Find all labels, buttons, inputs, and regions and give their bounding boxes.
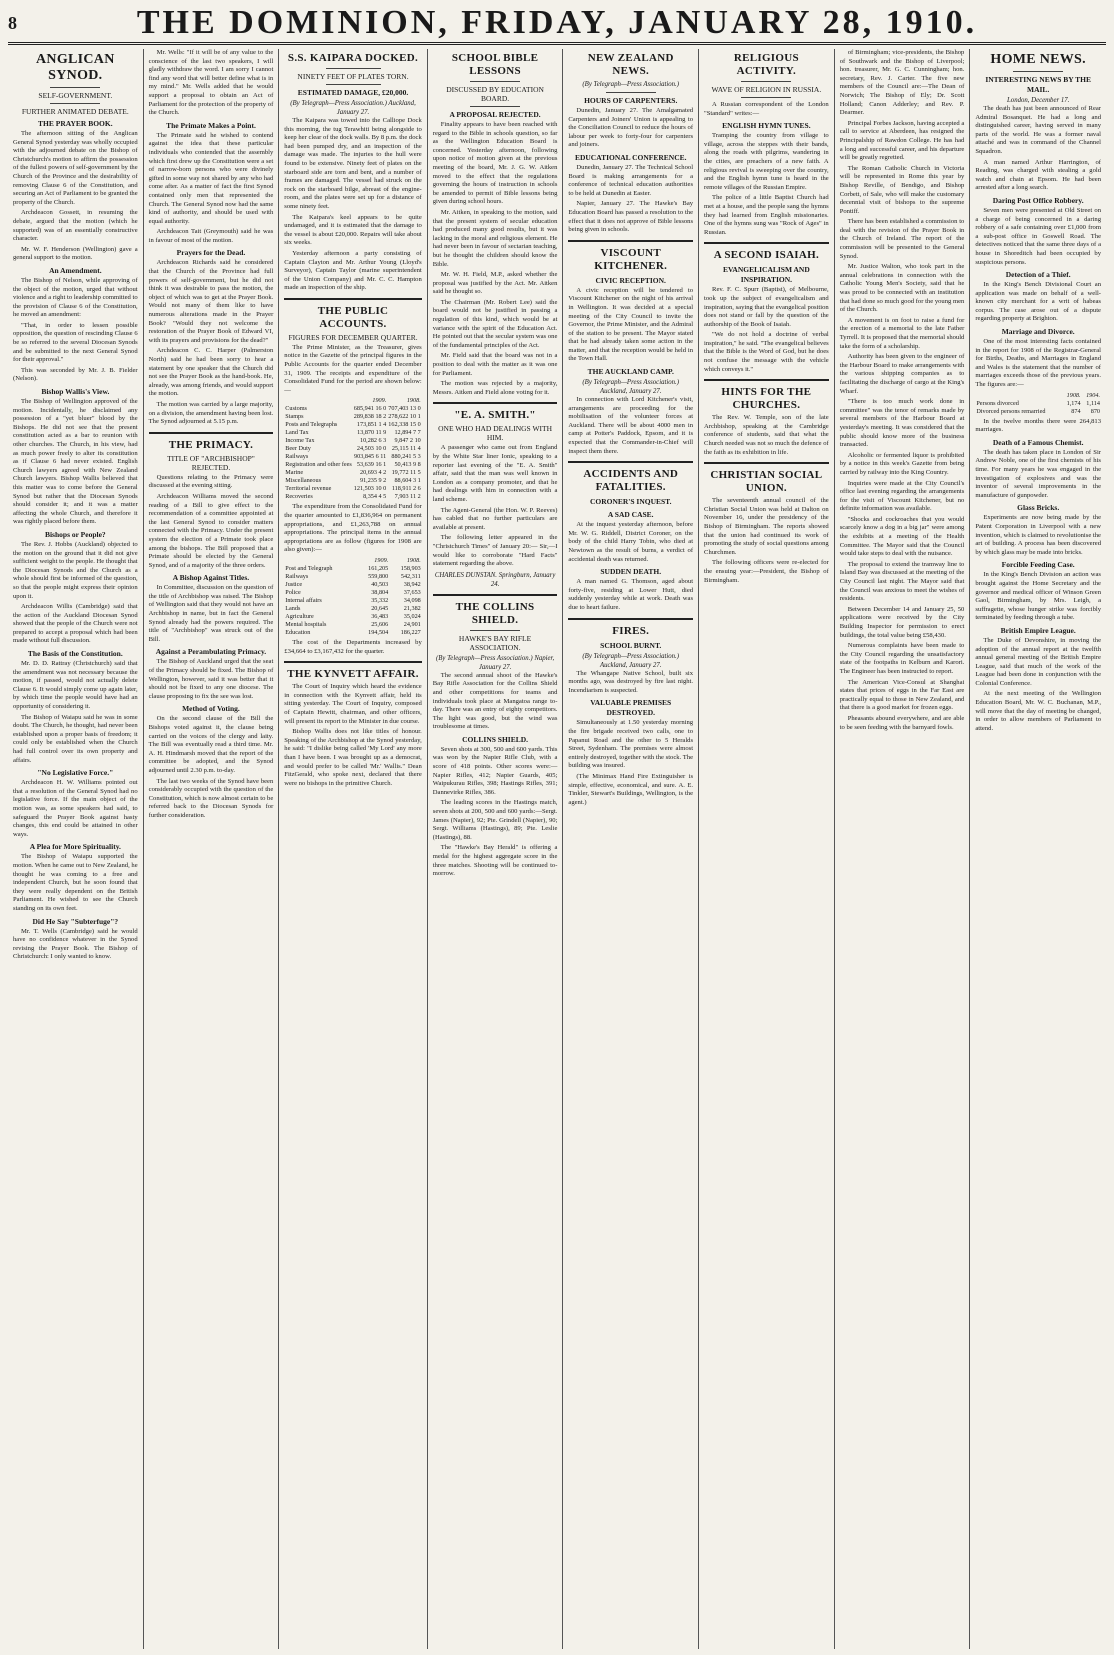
table-cell-value: 880,241 5 3 — [391, 453, 421, 461]
paragraph: The leading scores in the Hastings match, seven shots at 200, 500 and 600 yards:—Sergt. James (Napier), 92; Pte. Grindell (Napier), 90; Sergt. Williams (Hastings), 89; Pte. Leslie (Hastings), 88. — [432, 799, 558, 841]
paragraph: The Bishop of Auckland urged that the seat of the Primacy should be fixed. The Bishop of Wellington, however, said it was better that it should not be fixed to any one diocese. The clause proposing to fix the see was lost. — [148, 658, 274, 700]
table-cell-value: 685,941 16 0 — [353, 405, 387, 413]
table-header: 1908. — [1066, 391, 1081, 399]
columns — [8, 49, 1106, 1649]
divider — [741, 97, 791, 98]
paragraph: The American Vice-Consul at Shanghai states that prices of eggs in the Far East are practically equal to those in New Zealand, and that there is a good market for frozen eggs. — [839, 678, 965, 712]
paragraph: (The Minimax Hand Fire Extinguisher is simple, effective, economical, and sure. A. E. Tinkler, Stewart's Buildings, Wellington, is the agent.) — [568, 772, 694, 806]
paragraph: Mr. Aitken, in speaking to the motion, said that the present system of secular education had produced many good results, but it was lacking in the moral and religious element. He had never been in favour of sectarian teaching, but he thought the children should know the Bible. — [432, 208, 558, 268]
paragraph: Mr. T. Wells (Cambridge) said he would have no confidence whatever in the Synod revising the Prayer Book. The Bishop of Christchurch: I only wanted to know. — [13, 927, 138, 961]
subhead: SCHOOL BURNT. — [600, 640, 662, 650]
expenditure-table — [284, 557, 421, 637]
subhead: "No Legislative Force." — [37, 768, 114, 778]
paragraph: Pheasants abound everywhere, and are able to be seen feeding with the barnyard fowls. — [839, 714, 965, 731]
table-cell-label: Education — [285, 629, 311, 636]
paragraph: Simultaneously at 1.50 yesterday morning the fire brigade received two calls, one to Papanui Road and the other to 5 Heralds Street, Sydenham. The premises were almost entirely destroyed, together with the stock. The building was insured. — [568, 719, 694, 770]
paragraph: The Rev. J. Hobbs (Auckland) objected to the motion on the ground that it did not give sufficient weight to the people. He thought that the Diocesan Synods and the Church as a whole should first be informed of the question, so that the people might express their opinion upon it. — [13, 540, 138, 600]
paragraph: Archdeacon Tait (Greymouth) said he was in favour of most of the motion. — [148, 228, 274, 244]
table-cell-label: Lands — [285, 605, 301, 612]
table-header — [975, 392, 1062, 400]
article-divider — [284, 661, 421, 663]
table-cell-label: Divorced persons remarried — [976, 407, 1046, 415]
table-row — [284, 453, 421, 461]
headline-kynvett: THE KYNVETT AFFAIR. — [287, 668, 419, 681]
table-cell-value: 20,645 — [371, 605, 389, 612]
table-cell-value: 35,024 — [403, 613, 421, 620]
masthead-title: THE DOMINION, FRIDAY, JANUARY 28, 1910. — [136, 4, 978, 41]
table-row — [284, 613, 421, 621]
paragraph: In the twelve months there were 264,813 marriages. — [975, 417, 1101, 434]
table-row — [284, 565, 421, 573]
paragraph: Dunedin, January 27. The Technical School Board is making arrangements for a conference of technical education authorities to be held at Dunedin at Easter. — [568, 163, 694, 197]
headline-public-accounts: THE PUBLIC ACCOUNTS. — [317, 304, 389, 330]
subhead: British Empire League. — [1000, 625, 1076, 635]
article-divider — [433, 402, 558, 404]
paragraph: The last two weeks of the Synod have been considerably occupied with the question of the Constitution, which is now almost certain to be referred back to the Diocesan Synods for further consideration. — [148, 777, 274, 819]
paragraph: The Prime Minister, as the Treasurer, gives notice in the Gazette of the principal figures in the Public Accounts for the quarter ended December 31, 1909. The receipts and expenditure of the Consolidated Fund for the period are shown below:— — [284, 343, 422, 394]
byline: London, December 17. — [1007, 97, 1070, 104]
table-cell-value: 1,174 — [1066, 399, 1081, 407]
table-row — [284, 589, 421, 597]
deck-dealings: ONE WHO HAD DEALINGS WITH HIM. — [438, 424, 553, 443]
paragraph: Seven men were presented at Old Street on a charge of being concerned in a daring robbery of a safe containing over £1,000 from a sub-post office in Goswell Road. The detectives noticed that the same three days of a house in Shoreditch had been occupied by suspicious persons. — [975, 206, 1101, 266]
paragraph: Archdeacon Richards said he considered that the Church of the Province had full powers of self-government, but he did not think it was desirable to pass the motion, the object of which was to get at the Prayer Book. Would not many of them like to have numerous alterations made in the Prayer Book? "Would they not welcome the restoration of the Prayer Book of Edward VI, with its prayers and provisions for the dead?" — [148, 259, 274, 344]
table-row — [284, 485, 421, 493]
table-cell-value: 36,483 — [371, 613, 389, 620]
table-header: 1904. — [1086, 391, 1100, 399]
divider — [326, 68, 381, 69]
paragraph: There has been established a commission to deal with the revision of the Prayer Book in the Church of Ireland. The report of the commission will be presented to the General Synod. — [839, 218, 965, 260]
table-row — [284, 413, 421, 421]
divider — [326, 84, 381, 85]
table-row — [284, 605, 421, 613]
subhead: VALUABLE PREMISES DESTROYED. — [590, 698, 672, 718]
article-divider — [704, 379, 829, 381]
table-cell-label: Recoveries — [285, 493, 313, 501]
table-row — [975, 400, 1101, 408]
headline-nz-news: NEW ZEALAND NEWS. — [587, 52, 674, 77]
table-cell-label: Mental hospitals — [285, 621, 327, 628]
table-row — [284, 581, 421, 589]
table-cell-value: 874 — [1071, 407, 1081, 415]
paragraph: The police of a little Baptist Church had met at a house, and the people sang the hymns they had learned from English missionaries. One of the hymns sung was "Rock of Ages" in Russian. — [704, 194, 829, 236]
byline: (By Telegraph—Press Association.) Auckland, January 27. — [582, 379, 680, 396]
table-cell-value: 194,504 — [368, 629, 389, 636]
receipts-table — [284, 397, 421, 501]
paragraph: Seven shots at 300, 500 and 600 yards. This was won by the Napier Rifle Club, with a score of 418 points. Other scores were:—Napier Rifles, 412; Napier Guards, 405; Waipukurau Rifles, 398; Hastings Rifles, 391; Dannevirke Rifles, 386. — [432, 745, 558, 796]
table-cell-value: 25,606 — [371, 621, 389, 628]
table-cell-label: Agriculture — [285, 613, 314, 620]
headline-kitchener: VISCOUNT KITCHENER. — [594, 246, 668, 272]
table-cell-label: Miscellaneous — [285, 477, 322, 485]
table-cell-label: Posts and Telegraphs — [285, 421, 338, 429]
paragraph: Archdeacon H. W. Williams pointed out that a resolution of the General Synod had no legislative force. If the main object of the motion was, as some speakers had said, to safeguard the Prayer Book against hasty changes, this end could be attained in other ways. — [13, 779, 138, 838]
table-cell-value: 161,205 — [368, 565, 389, 572]
paragraph: The "Hawke's Bay Herald" is offering a medal for the highest aggregate score in the three matches. Shooting will be continued to-morrow. — [432, 844, 558, 878]
table-cell-value: 88,604 3 1 — [394, 477, 421, 485]
paragraph: One of the most interesting facts contained in the report for 1908 of the Registrar-General for Births, Deaths, and Marriages in England and Wales is the statement that the number of marriages exceeds those of the previous years. The figures are:— — [975, 338, 1101, 389]
paragraph: The cost of the Departments increased by £34,664 to £3,167,432 for the quarter. — [284, 639, 422, 655]
table-cell-value: 7,903 11 2 — [394, 493, 421, 501]
paragraph: Archdeacon Williams moved the second reading of a Bill to give effect to the recommendation of a committee appointed at the last General Synod to consider matters connected with the Primacy. Under the present system the election of a Primate took place among the bishops. The Bill proposed that a Primate should be elected by the General Synod, and of a majority of the three orders. — [148, 492, 274, 569]
paragraph: Authority has been given to the engineer of the Harbour Board to make arrangements with the various shipping companies as to facilitating the discharge of cargo at the King's Wharf. — [839, 353, 965, 395]
paragraph: The Kaipara was towed into the Calliope Dock this morning, the tug Terawhiti being alongside to keep her clear of the dock walls. By 8 p.m. the dock had been pumped dry, and an inspection of the damage was made. The injuries to the hull were found to be extensive. Ninety feet of plates on the starboard side are torn and bent, and a number of frames are damaged. The vessel had struck on the rock on the starboard bilge, abreast of the engine-room, and the plates were set up for a distance of some ninety feet. — [284, 117, 422, 210]
headline-fires: FIRES. — [612, 624, 650, 637]
table-header: 1909. — [374, 557, 389, 564]
table-header: 1909. — [372, 397, 387, 405]
table-cell-label: Land Tax — [285, 429, 309, 437]
table-cell-value: 38,804 — [371, 589, 389, 596]
deck-december-quarter: FIGURES FOR DECEMBER QUARTER. — [288, 332, 418, 342]
subhead-prayer-book: THE PRAYER BOOK. — [38, 119, 113, 128]
table-cell-value: 91,235 9 2 — [359, 477, 387, 485]
subhead: Bishops or People? — [44, 529, 106, 539]
paragraph: A passenger who came out from England by the White Star liner Ionic, speaking to a reporter last evening of the "E. A. Smith" affair, said that the man was well known in London as a company promoter, and that he had dealings with him in connection with a land scheme. — [432, 444, 558, 503]
signature: CHARLES DUNSTAN. Springburn, January 24. — [434, 571, 556, 588]
paragraph: On the second clause of the Bill the Bishops voted against it, the clause being carried on the voices of the clergy and laity. The Bill was eventually read a third time. Mr. A. H. Hindmarsh moved that the report of the committee be adopted, and the Synod adjourned until 2.30 p.m. to-day. — [148, 715, 274, 774]
paragraph: "Shocks and cockroaches that you would scarcely know a dog in a big jar" were among the exhibits at a meeting of the Health Committee. The Mayor said that the Council would take steps to deal with the nuisance. — [839, 515, 965, 558]
paragraph: In Committee, discussion on the question of the title of Archbishop was raised. The Bishop of Wellington said that they would not have an Archbishop in name, but in fact the General Synod already had the powers required. The title of "Archbishop" was struck out of the Bill. — [148, 584, 274, 643]
table-cell-label: Persons divorced — [976, 399, 1019, 407]
paragraph: Bishop Wallis does not like titles of honour. Speaking of the Archbishop at the Synod yesterday, he said: "I dislike being called 'My Lord' any more than I have been. I was brought up as a democrat, and would prefer to be called 'Mr.' Wallis." Dean FitzGerald, who spoke next, declared that there were no bishops in the primitive Church. — [284, 728, 422, 787]
paragraph: The death has taken place in London of Sir Andrew Noble, one of the first chemists of his time. For many years he was engaged in the investigation of explosives and was the inventor of several improvements in the manufacture of gunpowder. — [975, 448, 1101, 499]
subhead: Did He Say "Subterfuge"? — [32, 916, 119, 926]
subhead: Bishop Wallis's View. — [41, 387, 110, 397]
table-cell-value: 1,114 — [1086, 399, 1100, 407]
headline-anglican-synod: ANGLICAN SYNOD. — [36, 52, 115, 83]
paragraph: The Bishop of Waiapu said he was in some doubt. The Church, he thought, had never been established upon a proper basis of freedom; it could only be established when the Church had full control over its own property and affairs. — [13, 713, 138, 764]
paragraph: of Birmingham; vice-presidents, the Bishop of Southwark and the Bishop of Liverpool; hon. treasurer, Mr. G. C. Cunningham; hon. secretary, Rev. J. Carter. The five new members of the Council are:—The Dean of Norwich; The Bishop of Ely; Dr. Scott Holland; Canon Adderley; and Rev. P. Dearmer. — [839, 49, 965, 117]
deck-rifle-association: HAWKE'S BAY RIFLE ASSOCIATION. — [458, 633, 532, 652]
table-row — [284, 573, 421, 581]
table-row — [284, 469, 421, 477]
paragraph: "We do not hold a doctrine of verbal inspiration," he said. "The evangelical believes that the Bible is the Word of God, but he does not confuse the message with the vehicle which conveys it." — [704, 331, 829, 373]
article-divider — [704, 462, 829, 464]
subhead: HOURS OF CARPENTERS. — [584, 96, 678, 105]
table-cell-label: Registration and other fees — [285, 461, 352, 469]
table-cell-value: 13,870 11 9 — [357, 429, 387, 437]
article-divider — [149, 432, 274, 434]
paragraph: The death has just been announced of Rear Admiral Bosanquet. He had a long and distinguished career, having served in many parts of the world. He was a former naval attaché and was in command of the Channel Squadron. — [975, 105, 1101, 155]
table-cell-value: 158,903 — [400, 565, 421, 572]
paragraph: The Bishop of Nelson, while approving of the object of the motion, urged that without violence and a right to leadership committed to the provision of Clause 6 of the Constitution, he moved an amendment: — [13, 276, 138, 319]
table-header: 1908. — [406, 557, 421, 564]
column-3 — [279, 49, 427, 1649]
divider — [470, 81, 520, 82]
paragraph: A Russian correspondent of the London "Standard" writes:— — [704, 101, 829, 117]
paragraph: In the King's Bench Divisional Court an application was made on behalf of a well-known city merchant for a writ of habeas corpus. The case arose out of a dispute regarding property at Brighton. — [975, 281, 1101, 323]
table-cell-value: 21,382 — [403, 605, 421, 612]
column-5 — [563, 49, 699, 1649]
paragraph: The Primate said he wished to contend against the idea that these particular individuals who contended that the assembly which first drew up the Constitution were a set of narrow-born persons who were divinely gifted in some way not shared by any who had come after. As a matter of fact the first Synod contained only men that represented the Church. The General Synod now had the same kind of authority, and should be used with equal authority. — [148, 131, 274, 225]
byline: (By Telegraph—Press Association.) Auckland, January 27. — [582, 652, 680, 669]
paragraph: Finality appears to have been reached with regard to the Bible in schools question, so far as the Wellington Education Board is concerned. Yesterday afternoon, following upon notice of motion given at the previous meeting of the board, Mr. J. G. W. Aitken moved to the effect that the regulations governing the hours of instruction in schools be amended to permit of Bible lessons being given during school hours. — [432, 121, 558, 206]
subhead: The Basis of the Constitution. — [27, 649, 123, 659]
paragraph: Alcoholic or fermented liquor is prohibited by a notice in this week's Gazette from being carried by railway into the King Country. — [839, 451, 965, 476]
paragraph: A man named G. Thomson, aged about forty-five, residing at Lower Hutt, died suddenly yesterday while at work. Death was due to heart failure. — [568, 578, 694, 611]
divorce-table — [975, 392, 1101, 416]
byline: (By Telegraph—Press Association.) — [582, 81, 680, 88]
headline-accidents: ACCIDENTS AND FATALITIES. — [583, 468, 679, 494]
table-cell-label: Customs — [285, 405, 307, 413]
column-6 — [699, 49, 835, 1649]
table-row — [284, 629, 421, 637]
paragraph: Experiments are now being made by the Patent Corporation in Liverpool with a new invention, which is claimed to revolutionise the art of building. A process has been discovered by which glass may be made into bricks. — [975, 514, 1101, 556]
table-row — [284, 493, 421, 501]
table-cell-value: 121,503 10 0 — [353, 485, 387, 493]
paragraph: At the inquest yesterday afternoon, before Mr. W. G. Riddell, District Coroner, on the body of the child Harry Tobin, who died at Newtown as the result of burns, a verdict of accidental death was returned. — [568, 521, 694, 563]
subhead: Prayers for the Dead. — [176, 248, 246, 258]
divider — [470, 630, 520, 631]
table-cell-label: Internal affairs — [285, 597, 322, 604]
paragraph: Archdeacon C. C. Harper (Palmerston North) said he had been sorry to hear a statement by one speaker that the Church did not see the Prayer Book as the hand-book. He, already, was among friends, and would support the motion. — [148, 347, 274, 398]
article-divider — [568, 240, 693, 242]
table-cell-value: 903,845 6 11 — [354, 453, 387, 461]
table-cell-label: Territorial revenue — [285, 485, 332, 493]
paragraph: Dunedin, January 27. The Amalgamated Carpenters and Joiners' Union is appealing to the Conciliation Council to reduce the hours of labour per week to forty-four for carpenters and joiners. — [568, 107, 694, 149]
subhead: Death of a Famous Chemist. — [992, 437, 1084, 447]
headline-ea-smith: "E. A. SMITH." — [454, 409, 536, 422]
table-row — [284, 461, 421, 469]
table-row — [284, 429, 421, 437]
table-cell-value: 40,503 — [371, 581, 389, 588]
paragraph: The Roman Catholic Church in Victoria will be represented in Rome this year by Bishop Reville, of Bendigo, and Bishop Corbett, of Sale, who will make the customary decennial visit of bishops to the supreme Pontiff. — [839, 164, 965, 215]
paragraph: The Bishop of Waiapu supported the motion. When he came out to New Zealand, he thought he was coming to a free and independent Church, but he soon found that they were really dependent on the British Parliament. He wished to see the Church standing on its own feet. — [13, 853, 138, 912]
article-divider — [568, 618, 693, 620]
paragraph: Mr. Wells: "If it will be of any value to the conscience of the last two speakers, I will gladly withdraw the word. I am sorry I cannot find any word that will better define what is in my mind." Mr. Wells added that he would support a proposal to obtain an Act of Parliament for the protection of the property of the Church. — [148, 49, 274, 117]
subhead: A Bishop Against Titles. — [172, 573, 250, 583]
paragraph: A civic reception will be tendered to Viscount Kitchener on the night of his arrival in Wellington. It was decided at a special meeting of the City Council to invite the Governor, the Prime Minister, and the Admiral of the station to be present. The Mayor stated that he had already taken some action in the matter, and that the reception would be held in the Town Hall. — [568, 286, 694, 363]
headline-collins-shield: THE COLLINS SHIELD. — [455, 600, 535, 626]
table-cell-value: 289,838 18 2 — [353, 413, 387, 421]
divider — [606, 92, 656, 93]
byline: (By Telegraph—Press Association.) Napier, January 27. — [436, 654, 555, 671]
table-cell-value: 38,942 — [403, 581, 421, 588]
table-cell-value: 9,847 2 10 — [394, 437, 421, 445]
paragraph: "There is too much work done in committee" was the tenor of remarks made by several members of the Harbour Board at yesterday's meeting. It was considered that the public should know more of the business transacted. — [839, 398, 965, 449]
table-header: 1908. — [406, 397, 421, 405]
table-cell-value: 870 — [1090, 407, 1100, 415]
subhead: CORONER'S INQUEST. — [589, 497, 672, 507]
headline-primacy: THE PRIMACY. — [168, 438, 254, 451]
subhead: ESTIMATED DAMAGE, £20,000. — [297, 88, 409, 97]
subhead: Forcible Feeding Case. — [1001, 560, 1075, 570]
table-row — [284, 421, 421, 429]
deck-education-board: DISCUSSED BY EDUCATION BOARD. — [446, 85, 544, 103]
table-row — [975, 408, 1101, 416]
paragraph: Mr. Field said that the board was not in a position to deal with the matter as it was one for Parliament. — [432, 352, 558, 377]
table-cell-value: 559,800 — [368, 573, 389, 580]
paragraph: "That, in order to lessen possible opposition, the question of rescinding Clause 6 be so referred to the several Diocesan Synods and be submitted to the next General Synod for their approval." — [13, 321, 138, 364]
table-cell-value: 37,653 — [403, 589, 421, 596]
column-4 — [428, 49, 564, 1649]
subhead: A SAD CASE. — [607, 510, 654, 520]
headline-religious-activity: RELIGIOUS ACTIVITY. — [733, 52, 799, 77]
article-divider — [433, 594, 558, 596]
paragraph: Inquiries were made at the City Council's office last evening regarding the arrangements for the visit of Viscount Kitchener, but no definite information was available. — [839, 479, 965, 513]
table-cell-value: 24,503 10 0 — [356, 445, 387, 453]
table-cell-label: Railways — [285, 453, 309, 461]
paragraph: Principal Forbes Jackson, having accepted a call to service at Aberdeen, has resigned the Principalship of Rawdon College. He has had a long and successful career, and his departure will be greatly regretted. — [839, 119, 965, 162]
table-cell-value: 278,622 10 1 — [388, 413, 421, 421]
subhead: INTERESTING NEWS BY THE MAIL. — [985, 75, 1091, 94]
deck-archbishop: TITLE OF "ARCHBISHOP" REJECTED. — [167, 453, 255, 472]
paragraph: The expenditure from the Consolidated Fund for the quarter amounted to £1,836,964 on permanent appropriations, and £1,263,788 on annual appropriations. The principal items in the annual appropriations are as follow (figures for 1908 are also given):— — [284, 503, 422, 554]
byline: (By Telegraph—Press Association.) Auckland, January 27. — [290, 100, 416, 116]
subhead: ENGLISH HYMN TUNES. — [722, 121, 811, 131]
subhead: Daring Post Office Robbery. — [992, 195, 1084, 205]
headline-hints-churches: HINTS FOR THE CHURCHES. — [721, 386, 812, 412]
table-cell-label: Beer Duty — [285, 445, 311, 453]
paragraph: In connection with Lord Kitchener's visit, arrangements are proceeding for the mobilisation of the volunteer forces at Auckland. There will be about 4000 men in camp at Potter's Paddock, Epsom, and it is expected that the Commander-in-Chief will inspect them there. — [568, 396, 694, 455]
divider — [1013, 71, 1063, 72]
table-cell-value: 12,894 7 7 — [394, 429, 421, 437]
headline-kaipara: S.S. KAIPARA DOCKED. — [287, 52, 419, 64]
table-cell-label: Justice — [285, 581, 303, 588]
table-cell-value: 35,332 — [371, 597, 389, 604]
paragraph: Rev. F. C. Spurr (Baptist), of Melbourne, took up the subject of evangelicalism and inspiration, saying that the evangelical position does not stand or fall by the question of the authorship of the Book of Isaiah. — [704, 286, 829, 328]
subhead: THE AUCKLAND CAMP. — [587, 367, 674, 377]
subhead: EVANGELICALISM AND INSPIRATION. — [722, 265, 810, 285]
subhead: COLLINS SHIELD. — [462, 734, 528, 744]
subhead: EDUCATIONAL CONFERENCE. — [574, 152, 687, 162]
paragraph: The proposal to extend the tramway line to Island Bay was discussed at the meeting of the City Council last night. The Mayor said that the Council was anxious to meet the wishes of residents. — [839, 560, 965, 603]
table-cell-value: 50,413 9 8 — [394, 461, 421, 469]
divider — [741, 81, 791, 82]
table-cell-value: 19,772 11 5 — [391, 469, 421, 477]
deck-russia: WAVE OF RELIGION IN RUSSIA. — [711, 85, 822, 94]
paragraph: The following officers were re-elected for the ensuing year:—President, the Bishop of Birmingham. — [704, 559, 829, 584]
paragraph: At the next meeting of the Wellington Education Board, Mr. W. C. Buchanan, M.P., will move that the day of meeting be changed, in order to allow members of Parliament to attend. — [975, 690, 1101, 732]
subhead: Against a Perambulating Primacy. — [155, 647, 267, 657]
table-cell-value: 173,851 1 4 — [356, 421, 387, 429]
article-divider — [704, 242, 829, 244]
article-divider — [284, 298, 421, 300]
column-1 — [8, 49, 144, 1649]
table-row — [284, 621, 421, 629]
headline-social-union: CHRISTIAN SOCIAL UNION. — [710, 469, 823, 495]
table-header — [284, 557, 356, 565]
table-row — [284, 405, 421, 413]
paragraph: The Bishop of Wellington approved of the motion. Incidentally, he disclaimed any possession of a "yet bluer" blood by the Bishops. He did not see that the present constitution acted as a bar to reunion with other churches. The Church, in his view, had as much power freely to alter its constitution as if Clause 6 had never existed. English Church lawyers agreed with New Zealand Church lawyers. Bishop Wallis believed that this matter was to come before the General Synod but rather that the Diocesan Synods should consider it; and it was a matter affecting the whole Church, and therefore it was rightly placed before them. — [13, 398, 138, 526]
paragraph: Mr. W. F. Henderson (Wellington) gave a general support to the motion. — [13, 245, 138, 262]
subhead: CIVIC RECEPTION. — [595, 275, 666, 285]
paragraph: Mr. W. H. Field, M.P., asked whether the proposal was justified by the Act. Mr. Aitken said he thought so. — [432, 271, 558, 296]
table-cell-value: 118,911 2 6 — [391, 485, 421, 493]
paragraph: Numerous complaints have been made to the City Council regarding the unsatisfactory state of the footpaths in Kelburn and Karori. The Engineer has been instructed to report. — [839, 642, 965, 675]
headline-second-isaiah: A SECOND ISAIAH. — [713, 249, 820, 262]
page-number: 8 — [8, 12, 17, 33]
masthead — [8, 4, 1106, 45]
deck-plates-torn: NINETY FEET OF PLATES TORN. — [297, 72, 409, 81]
paragraph: The following letter appeared in the "Christchurch Times" of January 20:— Sir,—I would like to corroborate "Hard Facts" statement regarding the above. — [432, 534, 558, 568]
table-cell-value: 186,227 — [400, 629, 421, 636]
paragraph: The second annual shoot of the Hawke's Bay Rifle Association for the Collins Shield and other competitions for teams and individuals took place at Mangatoa range to-day. There was an entry of eighty competitors. The light was good, but the wind was troublesome at times. — [432, 671, 558, 731]
table-cell-label: Income Tax — [285, 437, 315, 445]
divider — [50, 87, 100, 88]
deck-self-government: SELF-GOVERNMENT. — [38, 91, 113, 100]
table-cell-value: 8,354 4 5 — [363, 493, 387, 501]
divider — [50, 103, 100, 104]
subhead: Detection of a Thief. — [1005, 270, 1071, 280]
paragraph: Mr. D. D. Rattray (Christchurch) said that the amendment was not necessary because the motion, if passed, would not actually delete Clause 6. It would simply come up again later, by which time the people would have had an opportunity of considering it. — [13, 660, 138, 711]
paragraph: The motion was carried by a large majority, on a division, the amendment having been lost. The Synod adjourned at 5.15 p.m. — [148, 400, 274, 426]
subhead: Marriage and Divorce. — [1001, 327, 1075, 337]
paragraph: Archdeacon Gossett, in resuming the debate, argued that the motion (which he supported) was of an essentially constructive character. — [13, 209, 138, 243]
subhead: SUDDEN DEATH. — [600, 567, 662, 577]
paragraph: Tramping the country from village to village, across the steppes with their bands, along the roads with pilgrims, wandering in the cities, are preachers of a new faith. A religious revival is sweeping over the country, and the English hymn tune is heard in the remote villages of the Russian Empire. — [704, 132, 829, 191]
table-cell-value: 707,403 13 0 — [388, 405, 421, 413]
paragraph: Mr. Justice Walton, who took part in the annual celebrations in connection with the Catholic Young Men's Society, said that he was proud to be connected with an institution that had done so much good for the young men of the Church. — [839, 263, 965, 314]
table-cell-label: Marine — [285, 469, 304, 477]
table-cell-label: Stamps — [285, 413, 304, 421]
paragraph: Archdeacon Willis (Cambridge) said that the action of the Auckland Diocesan Synod showed that the people of the Church were not prepared to accept a proposal which had been made without full discussion. — [13, 603, 138, 645]
subhead: An Amendment. — [49, 265, 102, 275]
paragraph: The Whangape Native School, built six months ago, was destroyed by fire last night. Incendiarism is suspected. — [568, 669, 694, 694]
paragraph: Yesterday afternoon a party consisting of Captain Clayton and Mr. Arthur Young (Lloyd's Surveyor), Captain Taylor (marine superintendent of the Union Company) and Mr. C. C. Hampton made an inspection of the ship. — [284, 249, 422, 292]
article-divider — [568, 461, 693, 463]
paragraph: In the King's Bench Division an action was brought against the Home Secretary and the governor and medical officer of Winson Green Gaol, Birmingham, by Mrs. Leigh, a suffragette, whose hunger strike was forcibly terminated by feeding through a tube. — [975, 571, 1101, 622]
paragraph: The afternoon sitting of the Anglican General Synod yesterday was wholly occupied with the adjourned debate on the Bishop of Christchurch's motion to affirm the possession of the fullest powers of self-government by the Church of the Province and the desirability of removing Clause 6 of the Constitution, and securing an Act of Parliament to be granted the property of the Church. — [13, 130, 138, 206]
table-cell-label: Railways — [285, 573, 309, 580]
paragraph: The seventeenth annual council of the Christian Social Union was held at Dalton on November 16, under the presidency of the Bishop of Birmingham. The reports showed that the union had continued its work of promoting the study of social questions among Churchmen. — [704, 497, 829, 556]
table-cell-value: 10,282 6 3 — [359, 437, 387, 445]
column-2 — [144, 49, 280, 1649]
headline-home-news: HOME NEWS. — [990, 52, 1086, 67]
subhead: Glass Bricks. — [1017, 503, 1060, 513]
table-cell-value: 162,338 15 0 — [388, 421, 421, 429]
paragraph: The Kaipara's keel appears to be quite undamaged, and it is estimated that the damage to the vessel is about £20,000. Repairs will take about six weeks. — [284, 213, 422, 247]
paragraph: The Court of Inquiry which heard the evidence in connection with the Kynvett affair, held its sitting yesterday. The Court of Inquiry, composed of Captain Hewitt, chairman, and other officers, will present its report to the Minister in due course. — [284, 683, 422, 725]
paragraph: The Rev. W. Temple, son of the late Archbishop, speaking at the Cambridge conference of students, said that what the Church needed was not so much the defence of the faith as its exhibition in life. — [704, 414, 829, 456]
table-row — [284, 437, 421, 445]
headline-bible-lessons: SCHOOL BIBLE LESSONS — [451, 52, 539, 77]
column-7 — [835, 49, 971, 1649]
table-row — [284, 445, 421, 453]
subhead: A Plea for More Spirituality. — [29, 842, 121, 852]
deck-further-debate: FURTHER ANIMATED DEBATE. — [21, 107, 129, 116]
table-cell-value: 25,115 11 4 — [391, 445, 421, 453]
subhead: Method of Voting. — [182, 704, 240, 714]
paragraph: A man named Arthur Harrington, of Reading, was charged with stealing a gold watch and chain at Epsom. He had been arrested after a long search. — [975, 158, 1101, 192]
subhead: A PROPOSAL REJECTED. — [449, 110, 541, 119]
table-row — [284, 597, 421, 605]
table-cell-value: 20,693 4 2 — [359, 469, 387, 477]
table-cell-value: 53,639 16 1 — [356, 461, 387, 469]
paragraph: A movement is on foot to raise a fund for the erection of a memorial to the late Father Tyrrell. It is proposed that the memorial should take the form of a scholarship. — [839, 316, 965, 350]
paragraph: Between December 14 and January 25, 50 applications were received by the City Building Inspector for permission to erect buildings, the total value being £58,430. — [839, 605, 965, 639]
subhead: The Primate Makes a Point. — [166, 120, 256, 130]
table-row — [284, 477, 421, 485]
divider — [470, 106, 520, 107]
table-cell-label: Post and Telegraph — [285, 565, 333, 572]
paragraph: This was seconded by Mr. J. B. Fielder (Nelson). — [13, 366, 138, 383]
column-8 — [970, 49, 1106, 1649]
paragraph: Napier, January 27. The Hawke's Bay Education Board has passed a resolution to the effect that it does not approve of Bible lessons being given in schools. — [568, 200, 694, 234]
table-cell-value: 542,311 — [400, 573, 421, 580]
paragraph: Questions relating to the Primacy were discussed at the evening sitting. — [148, 473, 274, 490]
paragraph: The Agent-General (the Hon. W. P. Reeves) has cabled that no further particulars are available at present. — [432, 506, 558, 531]
table-header — [284, 397, 353, 405]
table-cell-value: 24,901 — [403, 621, 421, 628]
table-cell-label: Police — [285, 589, 301, 596]
table-cell-value: 34,098 — [403, 597, 421, 604]
paragraph: The Duke of Devonshire, in moving the adoption of the annual report at the twelfth annual general meeting of the British Empire League, said that much of the work of the League had been done in conjunction with the Colonial Conference. — [975, 636, 1101, 687]
paragraph: The motion was rejected by a majority, Messrs. Aitken and Field alone voting for it. — [432, 380, 558, 396]
paragraph: The Chairman (Mr. Robert Lee) said the board would not be justified in passing a regulation of this kind, which would be at variance with the spirit of the Education Act. He pointed out that the secular system was one of the fundamental principles of the Act. — [432, 298, 558, 349]
